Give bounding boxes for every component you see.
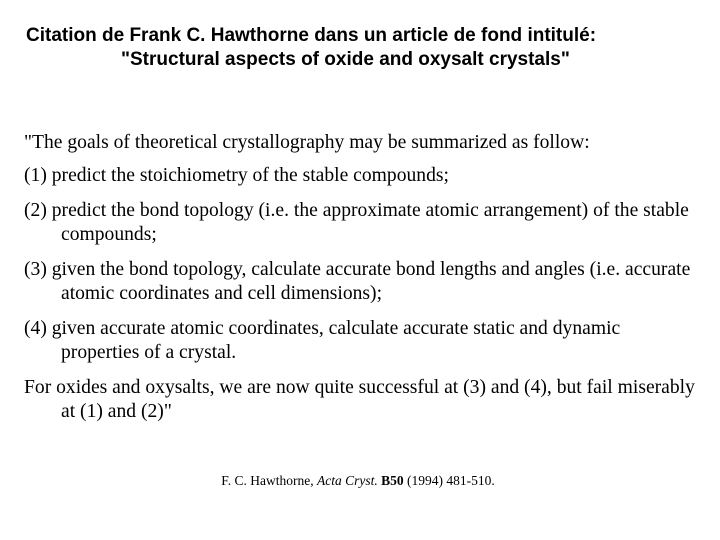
heading-line-2: "Structural aspects of oxide and oxysalt crystals" (121, 49, 570, 70)
goal-4: (4) given accurate atomic coordinates, calculate accurate static and dynamic properties of a crystal. (24, 318, 621, 363)
citation-details: (1994) 481-510. (406, 473, 495, 488)
citation-volume: B50 (381, 473, 404, 488)
goal-2: (2) predict the bond topology (i.e. the approximate atomic arrangement) of the stable compounds; (24, 200, 689, 245)
quotation-block (24, 131, 700, 435)
citation-journal: Acta Cryst. (316, 473, 378, 488)
quote-conclusion: For oxides and oxysalts, we are now quite successful at (3) and (4), but fail miserably at (1) and (2)" (24, 377, 695, 422)
citation-author: F. C. Hawthorne, (221, 473, 314, 488)
goal-3: (3) given the bond topology, calculate accurate bond lengths and angles (i.e. accurate atomic coordinates and cell dimensions); (24, 259, 691, 304)
reference-citation (0, 473, 716, 489)
goal-1: (1) predict the stoichiometry of the stable compounds; (24, 165, 449, 186)
slide-heading (26, 24, 706, 72)
quote-intro: "The goals of theoretical crystallography may be summarized as follow: (24, 132, 590, 153)
heading-line-1: Citation de Frank C. Hawthorne dans un article de fond intitulé: (26, 25, 597, 46)
